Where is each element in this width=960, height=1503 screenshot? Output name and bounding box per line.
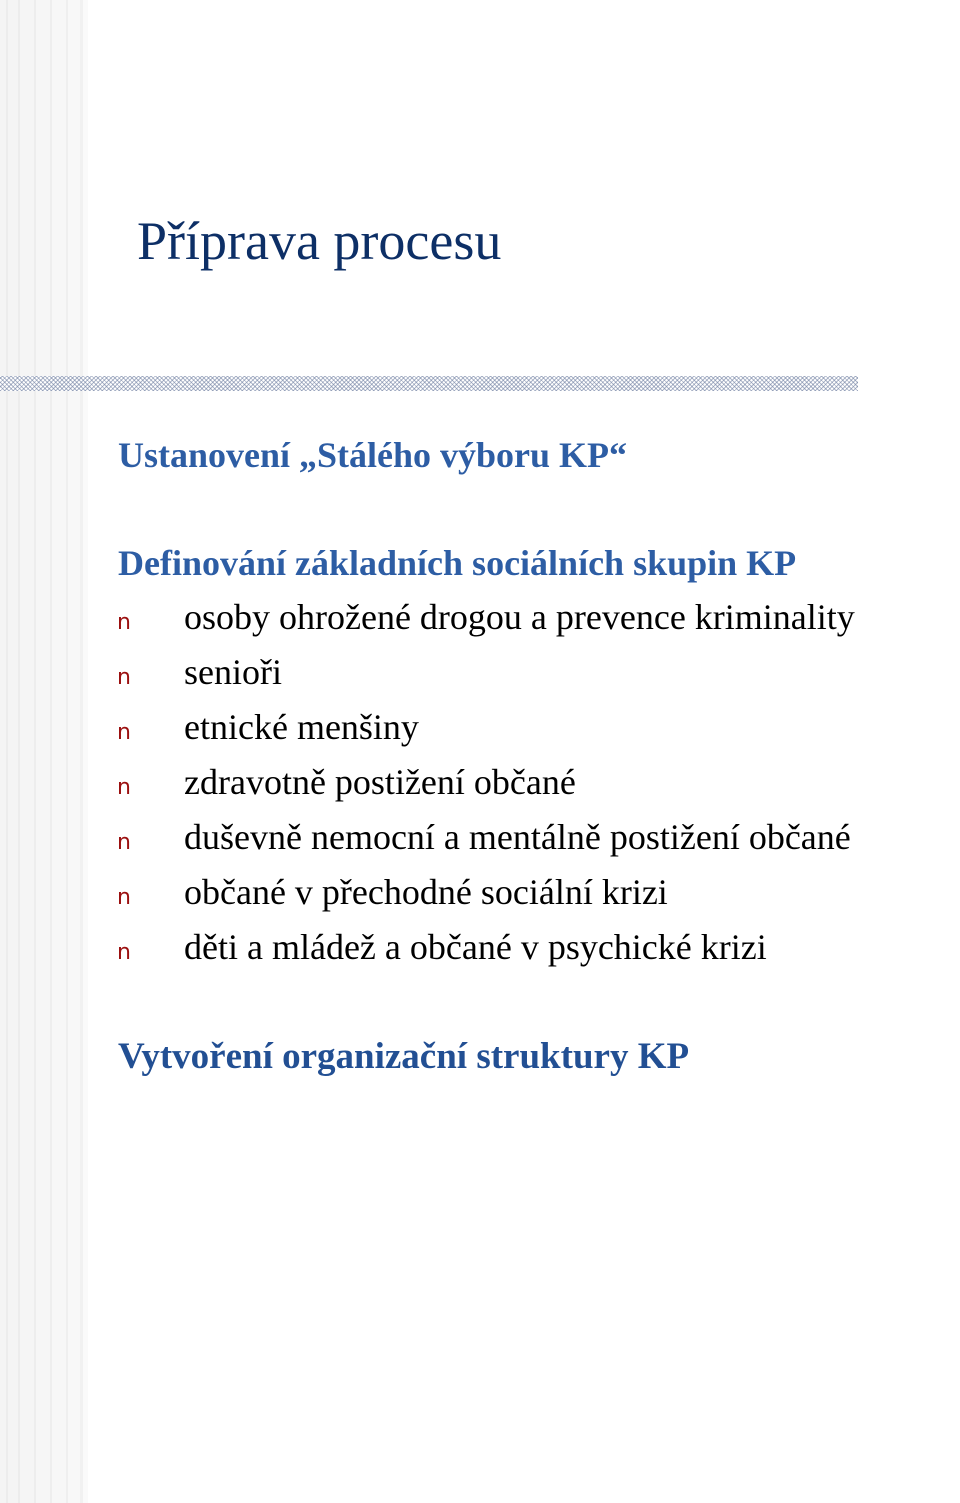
- bullet-icon: n: [117, 830, 131, 855]
- list-item: [0, 871, 960, 926]
- heading-definition: Definování základních sociálních skupin KP: [118, 543, 797, 583]
- list-item-text: etnické menšiny: [184, 707, 419, 747]
- list-item: [0, 651, 960, 706]
- page-title: Příprava procesu: [137, 211, 502, 271]
- bullet-icon: n: [117, 775, 131, 800]
- bullet-icon: n: [117, 665, 131, 690]
- list-item-text: duševně nemocní a mentálně postižení občané: [184, 817, 851, 857]
- list-item-text: senioři: [184, 652, 282, 692]
- bullet-icon: n: [117, 720, 131, 745]
- bullet-icon: n: [117, 610, 131, 635]
- bullet-icon: n: [117, 885, 131, 910]
- list-item-text: občané v přechodné sociální krizi: [184, 872, 668, 912]
- list-item: [0, 761, 960, 816]
- heading-organization: Vytvoření organizační struktury KP: [118, 1036, 690, 1077]
- heading-establishment: Ustanovení „Stálého výboru KP“: [118, 435, 628, 475]
- list-item: [0, 926, 960, 981]
- list-item: [0, 816, 960, 871]
- group-list: [0, 596, 960, 981]
- list-item-text: děti a mládež a občané v psychické krizi: [184, 927, 767, 967]
- title-divider: [0, 376, 858, 391]
- list-item-text: osoby ohrožené drogou a prevence kriminality: [184, 597, 855, 637]
- list-item: [0, 596, 960, 651]
- list-item: [0, 706, 960, 761]
- bullet-icon: n: [117, 940, 131, 965]
- list-item-text: zdravotně postižení občané: [184, 762, 576, 802]
